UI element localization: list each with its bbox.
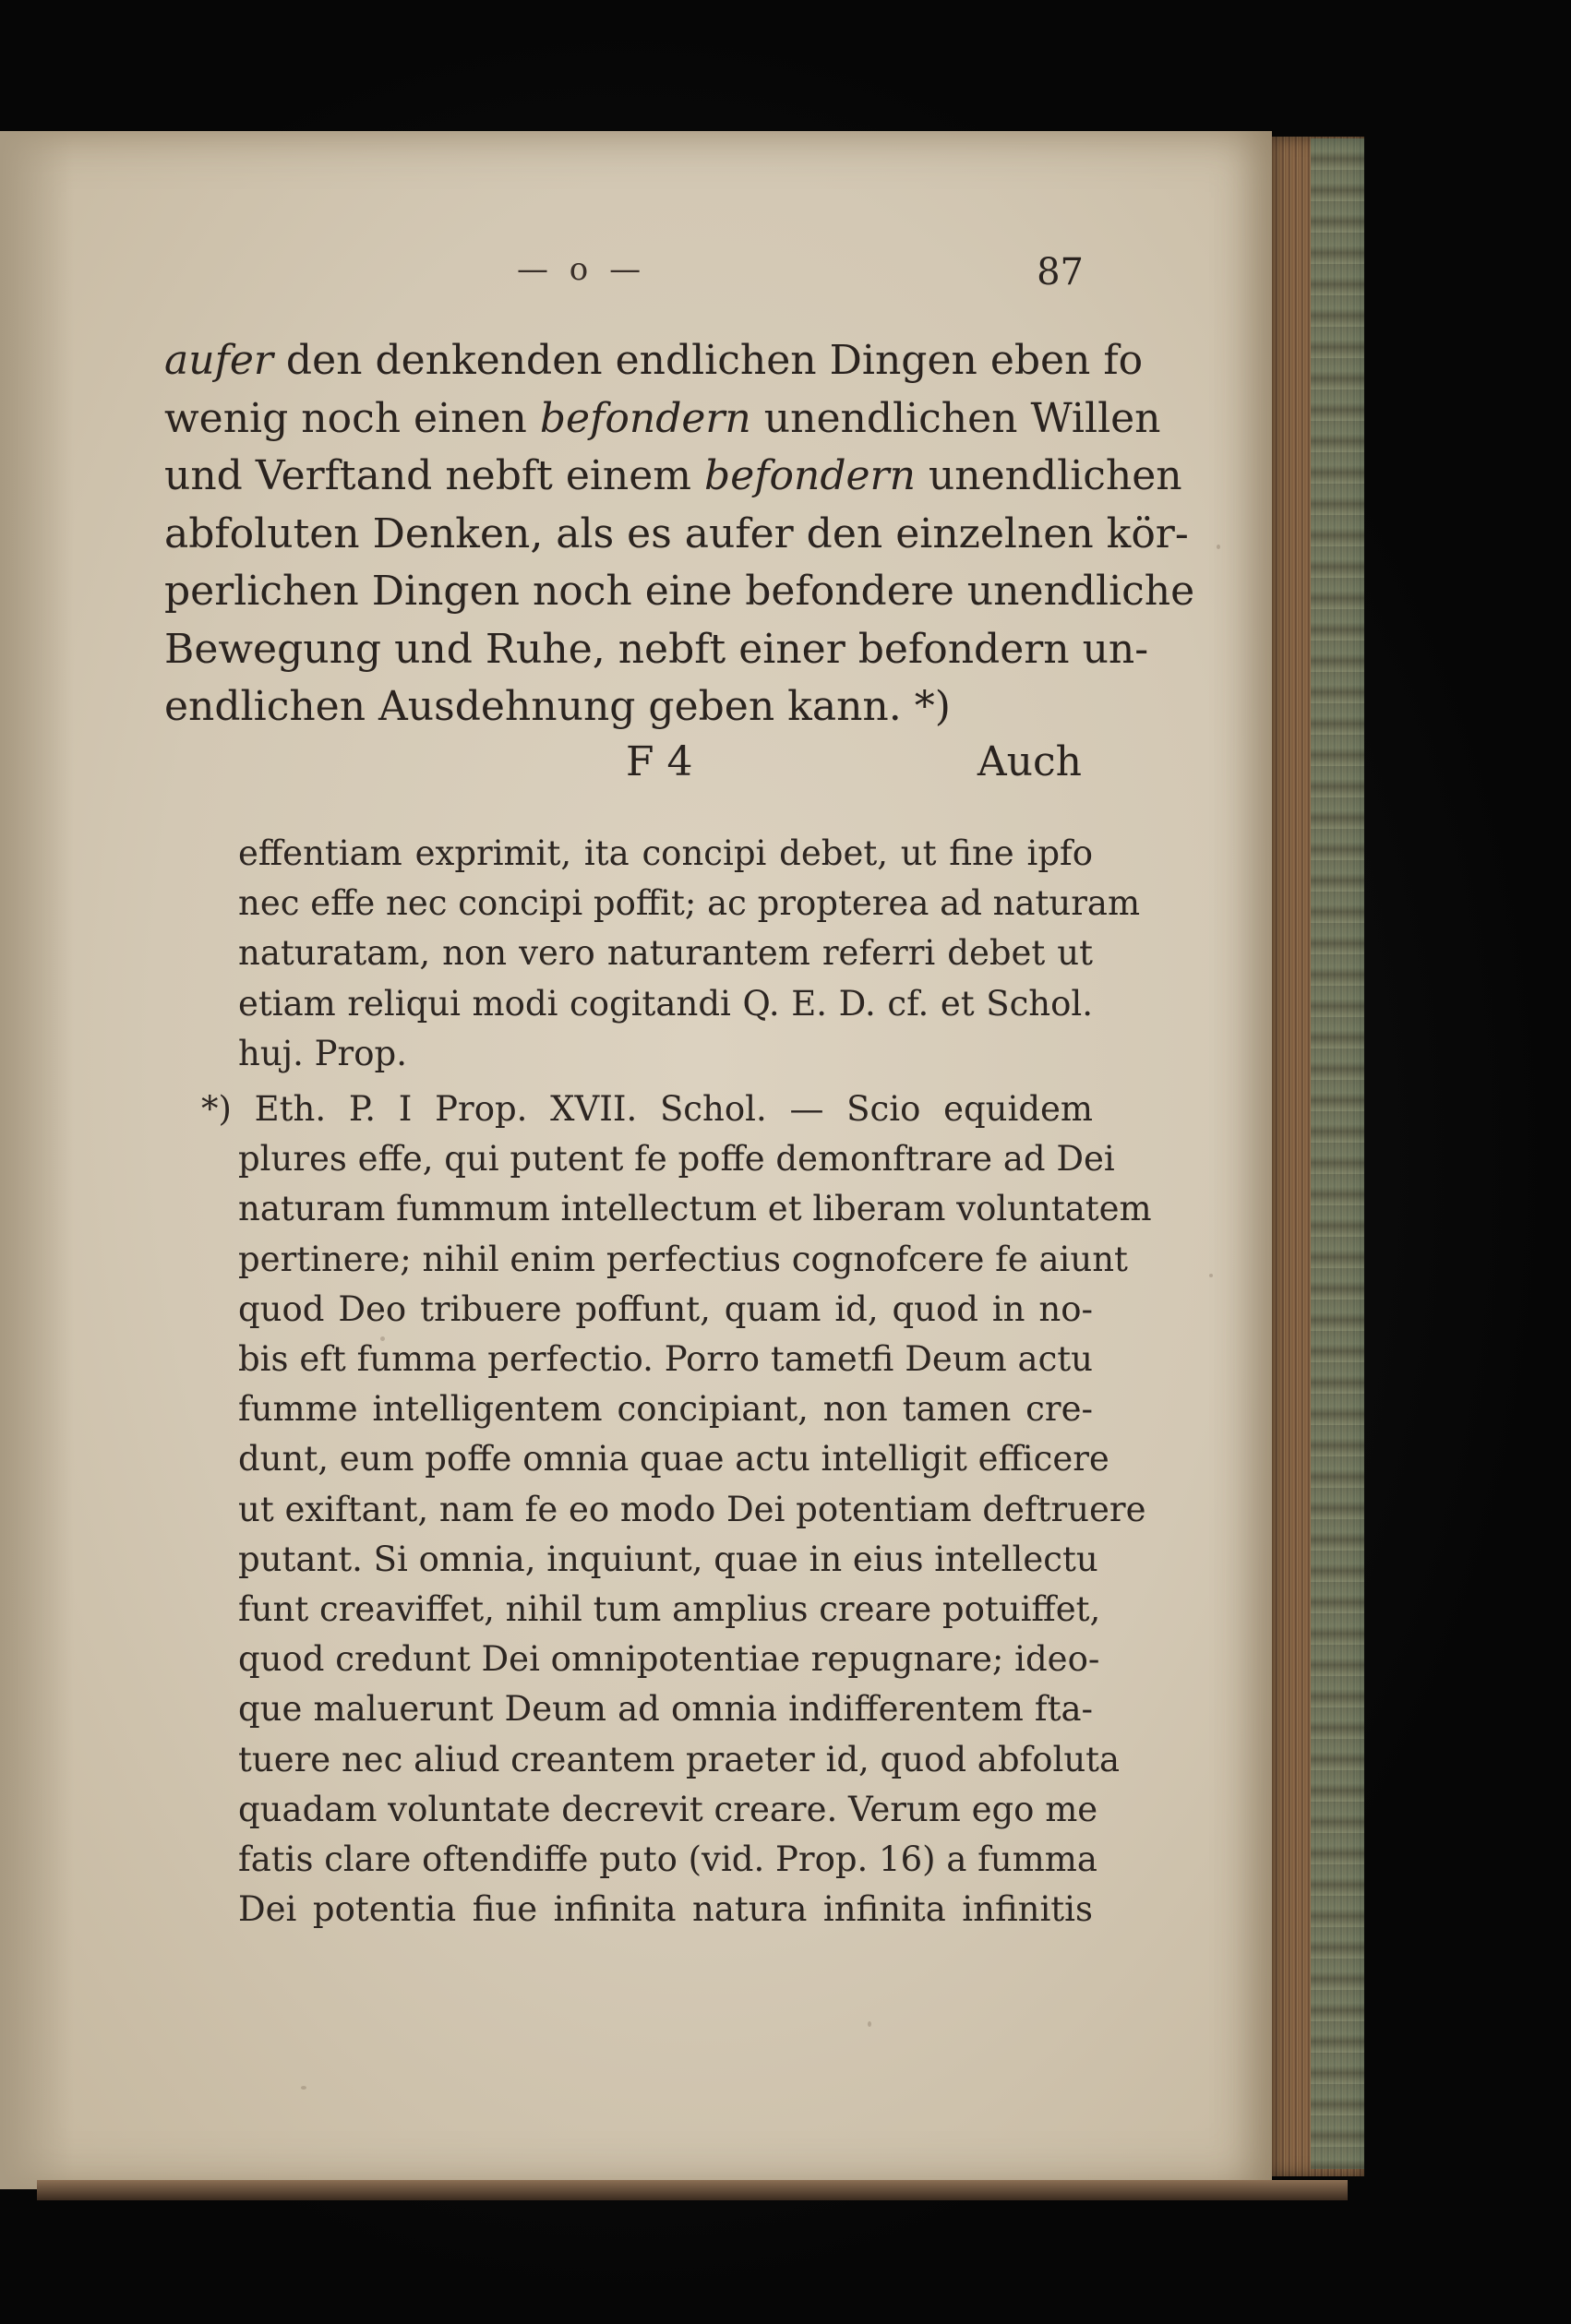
footnote-line: que maluerunt Deum ad omnia indifferentem fta- xyxy=(238,1689,1093,1730)
footnote-line: fumme intelligentem concipiant, non tamen cre- xyxy=(238,1389,1093,1430)
text-segment: wenig noch einen xyxy=(164,394,540,442)
book-binding-edge xyxy=(1311,138,1364,2169)
text-segment: abfoluten Denken, als es aufer den einzelnen kör- xyxy=(164,509,1189,557)
footnote-line: putant. Si omnia, inquiunt, quae in eius intellectu xyxy=(238,1539,1098,1579)
footnote-line: tuere nec aliud creantem praeter id, quod abfoluta xyxy=(238,1739,1121,1779)
footnote-line: plures effe, qui putent fe poffe demonftrare ad Dei xyxy=(238,1139,1115,1180)
catchword: Auch xyxy=(977,738,1082,785)
footnote-line: bis eft fumma perfectio. Porro tametfi Deum actu xyxy=(238,1339,1093,1380)
running-header xyxy=(517,251,1098,306)
main-text-line xyxy=(164,390,1161,449)
footnote-line: *) Eth. P. I Prop. XVII. Schol. — Scio equidem xyxy=(201,1089,1093,1130)
italic-word: aufer xyxy=(164,337,273,384)
footnote-line: nec effe nec concipi poffit; ac propterea ad naturam xyxy=(238,883,1141,924)
footnote-line: dunt, eum poffe omnia quae actu intelligit efficere xyxy=(238,1439,1109,1479)
footnotes xyxy=(201,829,1152,1935)
header-ornament: — o — xyxy=(517,251,647,288)
main-text-line xyxy=(164,621,1149,679)
footnote-line: Dei potentia fiue infinita natura infinita infinitis xyxy=(238,1889,1093,1930)
paper-speck xyxy=(1217,545,1220,549)
footnote-line: ut exiftant, nam fe eo modo Dei potentiam deftruere xyxy=(238,1489,1146,1529)
text-segment: unendlichen xyxy=(915,452,1182,499)
main-text xyxy=(164,332,1195,737)
footnote-line: etiam reliqui modi cogitandi Q. E. D. cf. et Schol. xyxy=(238,983,1093,1024)
paper-speck xyxy=(301,2086,306,2090)
footnote-line: quod Deo tribuere poffunt, quam id, quod in no- xyxy=(238,1288,1093,1329)
text-segment: perlichen Dingen noch eine befondere unendliche xyxy=(164,568,1195,615)
page-number: 87 xyxy=(1037,251,1084,293)
signature-mark: F 4 xyxy=(626,738,693,785)
footnote-line: pertinere; nihil enim perfectius cognofcere fe aiunt xyxy=(238,1239,1128,1279)
signature-row xyxy=(164,738,1093,794)
main-text-line xyxy=(164,563,1195,621)
text-segment: den denkenden endlichen Dingen eben fo xyxy=(272,337,1144,384)
book-bottom-edge xyxy=(37,2180,1348,2200)
main-text-line xyxy=(164,678,1093,737)
italic-word: befondern xyxy=(704,452,916,499)
footnote-line: fatis clare oftendiffe puto (vid. Prop. 16) a fumma xyxy=(238,1839,1097,1880)
paper-speck xyxy=(868,2021,871,2027)
text-segment: unendlichen Willen xyxy=(750,394,1161,442)
footnote-line: quod credunt Dei omnipotentiae repugnare; ideo- xyxy=(238,1639,1100,1680)
italic-word: befondern xyxy=(539,394,751,442)
main-text-line xyxy=(164,448,1182,506)
page-left-shadow xyxy=(0,131,74,2189)
footnote-line: funt creaviffet, nihil tum amplius creare potuiffet, xyxy=(238,1589,1101,1630)
text-segment: und Verftand nebft einem xyxy=(164,452,705,499)
main-text-line xyxy=(164,332,1144,390)
text-segment: endlichen Ausdehnung geben kann. *) xyxy=(164,683,951,730)
paper-speck xyxy=(1209,1274,1213,1277)
footnote-line: naturatam, non vero naturantem referri debet ut xyxy=(238,933,1093,974)
footnote-line: quadam voluntate decrevit creare. Verum ego me xyxy=(238,1789,1098,1829)
footnote-line: huj. Prop. xyxy=(238,1033,407,1073)
text-segment: Bewegung und Ruhe, nebft einer befondern un- xyxy=(164,625,1149,673)
footnote-line: naturam fummum intellectum et liberam voluntatem xyxy=(238,1189,1152,1229)
footnote-line: effentiam exprimit, ita concipi debet, ut fine ipfo xyxy=(238,833,1093,873)
main-text-line xyxy=(164,506,1189,564)
